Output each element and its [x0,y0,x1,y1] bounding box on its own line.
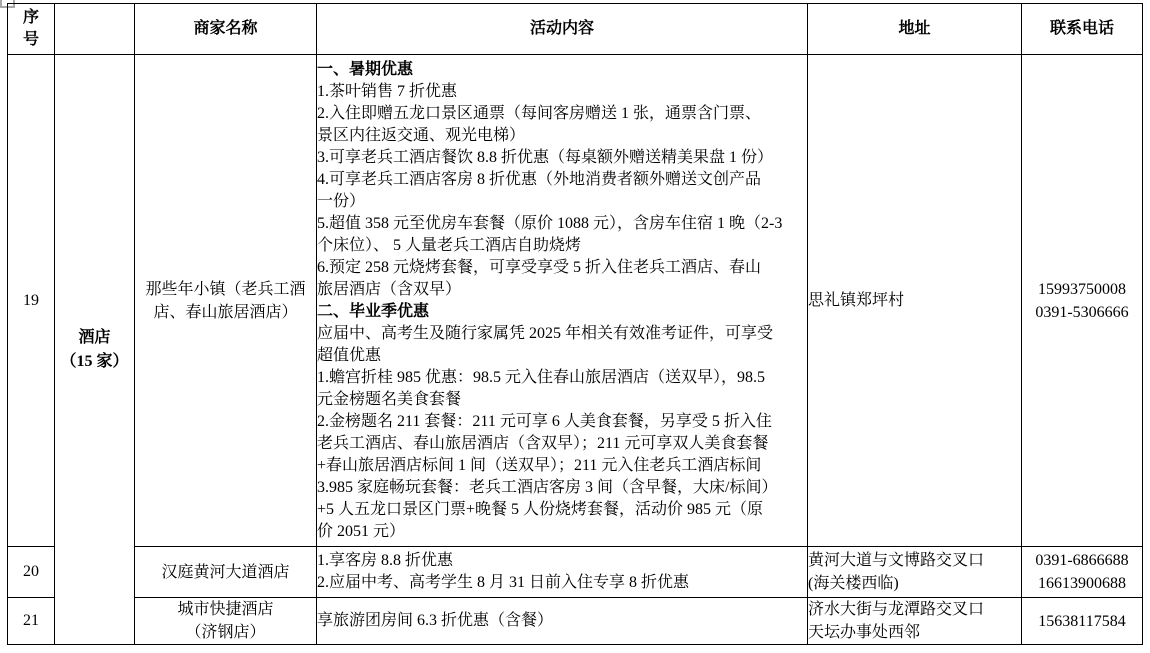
text-line: 价 2051 元） [317,522,406,540]
text-line: 19 [23,291,39,309]
table-row [8,598,1143,645]
text-line: 老兵工酒店、春山旅居酒店（含双早）；211 元可享双人美食套餐 [317,434,769,452]
row-number-cell [8,55,55,547]
text-line: +春山旅居酒店标间 1 间（送双早）；211 元入住老兵工酒店标间 [317,456,762,474]
merchant-name-cell [135,55,317,547]
text-line: 店、春山旅居酒店） [153,303,298,321]
text-line: 天坛办事处西邻 [808,624,921,641]
text-line: 酒店 [78,328,111,346]
category-cell [55,55,135,645]
text-line: 享旅游团房间 6.3 折优惠（含餐） [317,612,554,629]
phone-cell [1022,55,1143,547]
address-cell [808,55,1022,547]
text-line: 一、暑期优惠 [317,60,414,78]
text-line: 2.应届中考、高考学生 8 月 31 日前入住专享 8 折优惠 [317,574,690,591]
phone-cell [1022,547,1143,598]
table-header [8,4,1143,55]
text-line: 超值优惠 [317,346,382,364]
text-line: 思礼镇郑坪村 [808,292,905,309]
merchant-name-cell [135,547,317,598]
merchants-promotion-table [7,3,1143,645]
text-line: 二、毕业季优惠 [317,302,430,320]
header-row [8,4,1143,55]
header-contact-phone: 联系电话 [1022,4,1143,55]
table-row [8,547,1143,598]
text-line: 4.可享老兵工酒店客房 8 折优惠（外地消费者额外赠送文创产品 [317,170,762,188]
text-line: 21 [23,612,39,629]
text-line: （济钢店） [185,624,266,641]
text-line: 1.享客房 8.8 折优惠 [317,552,454,569]
text-line: 20 [23,563,39,580]
text-line: 6.预定 258 元烧烤套餐，可享受享受 5 折入住老兵工酒店、春山 [317,258,762,276]
header-merchant-name: 商家名称 [135,4,317,55]
text-line: 15993750008 [1038,280,1126,298]
activity-content-cell [317,598,808,645]
text-line: 3.985 家庭畅玩套餐：老兵工酒店客房 3 间（含早餐，大床/标间） [317,478,778,496]
text-line: 旅居酒店（含双早） [317,280,462,298]
header-category [55,4,135,55]
text-line: 0391-6866688 [1035,552,1129,569]
text-line: +5 人五龙口景区门票+晚餐 5 人份烧烤套餐，活动价 985 元（原 [317,500,764,518]
table-row [8,55,1143,547]
text-line: （15 家） [60,352,129,370]
text-line: 16613900688 [1038,575,1126,592]
text-line: 0391-5306666 [1035,303,1129,321]
address-cell [808,598,1022,645]
text-line: 15638117584 [1038,612,1126,630]
text-line: (海关楼西临) [808,575,899,592]
text-line: 那些年小镇（老兵工酒 [145,280,306,298]
row-number-cell [8,598,55,645]
text-line: 1.蟾宫折桂 985 优惠：98.5 元入住春山旅居酒店（送双早），98.5 [317,368,766,386]
address-cell [808,547,1022,598]
text-line: 黄河大道与文博路交叉口 [808,552,985,569]
header-serial-number-label: 序号 [22,9,39,48]
text-line: 应届中、高考生及随行家属凭 2025 年相关有效准考证件，可享受 [317,324,774,342]
text-line: 一份） [317,192,366,210]
text-line: 城市快捷酒店 [177,601,274,618]
text-line: 济水大街与龙潭路交叉口 [808,601,985,618]
text-line: 元金榜题名美食套餐 [317,390,462,408]
activity-content-cell [317,55,808,547]
text-line: 5.超值 358 元至优房车套餐（原价 1088 元），含房车住宿 1 晚（2-3 [317,214,783,232]
phone-cell [1022,598,1143,645]
header-serial-number [8,4,55,55]
text-line: 2.金榜题名 211 套餐：211 元可享 6 人美食套餐，另享受 5 折入住 [317,412,772,430]
text-line: 1.茶叶销售 7 折优惠 [317,82,458,100]
text-line: 3.可享老兵工酒店餐饮 8.8 折优惠（每桌额外赠送精美果盘 1 份） [317,148,774,166]
header-activity-content: 活动内容 [317,4,808,55]
row-number-cell [8,547,55,598]
text-line: 景区内往返交通、观光电梯） [317,126,526,144]
text-line: 汉庭黄河大道酒店 [161,563,290,581]
table-body [8,55,1143,645]
merchant-name-cell [135,598,317,645]
header-address: 地址 [808,4,1022,55]
activity-content-cell [317,547,808,598]
text-line: 2.入住即赠五龙口景区通票（每间客房赠送 1 张，通票含门票、 [317,104,762,122]
text-line: 个床位）、 5 人量老兵工酒店自助烧烤 [317,236,582,254]
